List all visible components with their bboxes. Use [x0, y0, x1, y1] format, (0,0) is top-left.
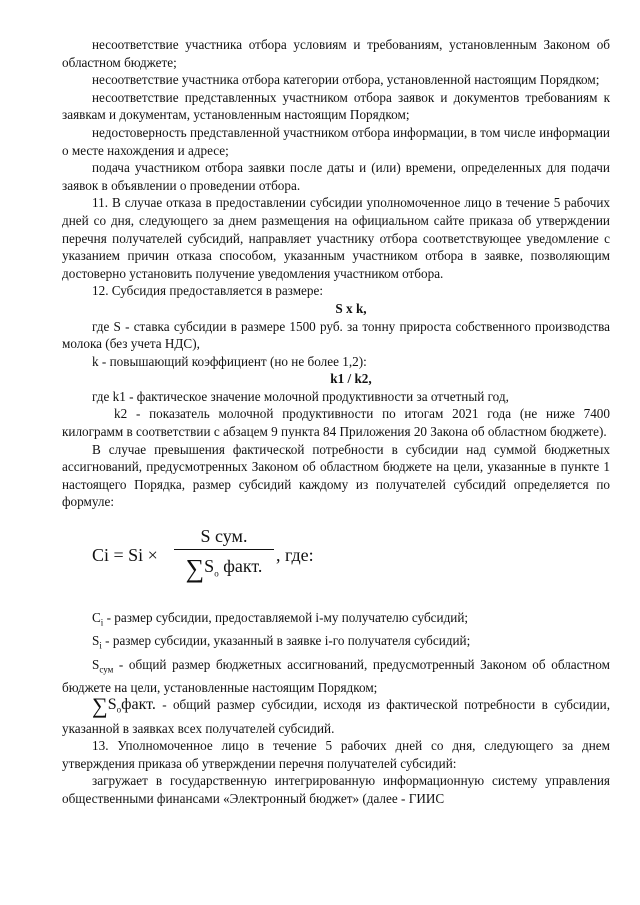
paragraph: несоответствие участника отбора условиям и требованиям, установленным Законом об областном бюджете;: [62, 37, 610, 70]
paragraph: несоответствие участника отбора категории отбора, установленной настоящим Порядком;: [92, 72, 600, 88]
paragraph: загружает в государственную интегрированную информационную систему управления общественными финансами «Электронный бюджет» (далее - ГИИС: [62, 773, 610, 806]
paragraph: где S - ставка субсидии в размере 1500 руб. за тонну прироста собственного производства молока (без учета НДС),: [62, 318, 610, 352]
fraction-bar: [174, 549, 274, 550]
den-sub: o: [214, 568, 219, 579]
paragraph: где k1 - фактическое значение молочной продуктивности за отчетный год,: [92, 388, 509, 404]
sym: S: [92, 633, 100, 649]
def-text: - общий размер субсидии, исходя из фактической потребности в субсидии, указанной в заявках всех получателей субсидий.: [62, 697, 610, 736]
paragraph: недостоверность представленной участником отбора информации, в том числе информации о месте нахождения и адресе;: [62, 124, 610, 158]
definition-ci: [62, 609, 610, 632]
den-rest: факт.: [218, 556, 263, 577]
paragraph: k2 - показатель молочной продуктивности по итогам 2021 года (не ниже 7400 килограмм в соответствии с абзацем 9 пункта 84 Приложения 20 Закона об областном бюджете).: [62, 406, 610, 440]
def-text: - размер субсидии, предоставляемой i-му получателю субсидий;: [103, 610, 469, 626]
sym: S: [92, 656, 100, 672]
subsidy-formula: [62, 525, 610, 595]
formula-k1-k2: k1 / k2,: [330, 371, 372, 387]
sub: o: [116, 704, 122, 715]
sum-sigma: ∑: [185, 554, 205, 584]
paragraph: подача участником отбора заявки после даты и (или) времени, определенных для подачи заявок в объявлении о проведении отбора.: [62, 160, 610, 193]
paragraph: В случае превышения фактической потребности в субсидии над суммой бюджетных ассигнований, предусмотренных Законом об областном бюджете на цели, указанные в пункте 1 настоящего Порядка, размер субсидий каждому из получателей субсидий определяется по формуле:: [62, 441, 610, 510]
sub: i: [99, 640, 102, 651]
paragraph: 12. Субсидия предоставляется в размере:: [92, 283, 324, 299]
def-text: - общий размер бюджетных ассигнований, предусмотренный Законом об областном бюджете на цели, установленные настоящим Порядком;: [62, 656, 610, 695]
sub: сум: [99, 664, 114, 675]
formula-denominator: [174, 554, 274, 586]
sym: С: [92, 610, 101, 626]
formula-s-times-k: S x k,: [335, 300, 367, 316]
paragraph: 13. Уполномоченное лицо в течение 5 рабочих дней со дня, следующего за днем утверждения приказа об утверждении перечня получателей субсидий:: [62, 738, 610, 771]
paragraph: k - повышающий коэффициент (но не более 1,2):: [92, 353, 367, 369]
definition-si: [62, 632, 610, 655]
formula-lhs: Ci = Si ×: [92, 545, 158, 566]
definition-ssum: [62, 656, 610, 697]
document-page: [62, 36, 610, 808]
den-s: S: [204, 556, 215, 577]
formula-tail: , где:: [276, 545, 314, 566]
paragraph: 11. В случае отказа в предоставлении субсидии уполномоченное лицо в течение 5 рабочих дней со дня, следующего за днем размещения на официальном сайте приказа об утверждении перечня получателей субсидий, направляет участнику отбора соответствующее уведомление с указанием причин отказа способом, указанным участником отбора в заявке, позволяющим достоверно установить получение уведомления участником отбора.: [62, 195, 610, 281]
definition-sigma: [62, 693, 610, 737]
sym: S: [107, 696, 117, 714]
sub: i: [100, 617, 104, 628]
formula-fraction: [174, 525, 274, 586]
sym-rest: факт.: [121, 696, 156, 714]
paragraph: несоответствие представленных участником отбора заявок и документов требованиям к заявкам и документам, установленным настоящим Порядком;: [62, 89, 610, 123]
def-text: - размер субсидии, указанный в заявке i-го получателя субсидий;: [101, 633, 471, 649]
sum-sigma: ∑: [92, 693, 108, 719]
formula-numerator: S сум.: [200, 526, 248, 547]
